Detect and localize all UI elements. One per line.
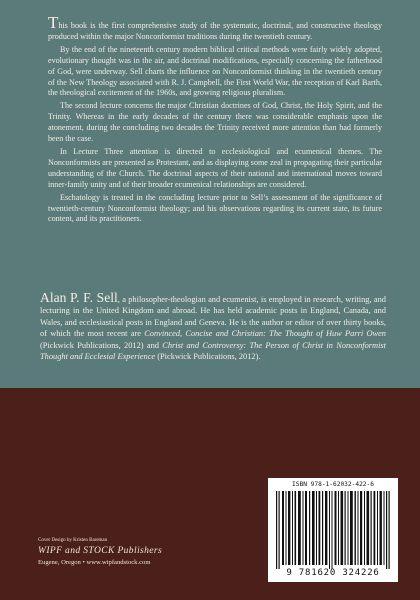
publisher-name: WIPF and STOCK Publishers <box>38 546 163 556</box>
barcode-bars <box>274 491 392 569</box>
description-paragraph-5: Eschatology is treated in the concluding lecture prior to Sell’s assessment of the significance of twentieth-century Nonconformist theology; and his observations regarding its current state, its future content, and its practitioners. <box>48 192 382 224</box>
author-bio-text-2: (Pickwick Publications, 2012) and <box>40 340 163 350</box>
isbn-barcode <box>268 478 398 582</box>
description-paragraph-4: In Lecture Three attention is directed to ecclesiological and ecumenical themes. The Nonconformists are presented as Protestant, and as displaying some zeal in propagating their particular understanding of the Church. The doctrinal aspects of their national and international moves toward inner-family unity and of their broader ecumenical relationships are considered. <box>48 146 382 189</box>
book-description <box>48 13 382 227</box>
drop-cap: T <box>48 13 59 32</box>
description-paragraph-3: The second lecture concerns the major Christian doctrines of God, Christ, the Holy Spirit, and the Trinity. Whereas in the early decades of the century there was considerable emphasis upon the atonement, during the concluding two decades the Trinity received more attention than had formerly been the case. <box>48 101 382 144</box>
author-bio-text-3: (Pickwick Publications, 2012). <box>155 352 261 362</box>
isbn-label: ISBN 978-1-62032-422-6 <box>292 481 374 488</box>
author-bio-text-1: , a philosopher-theologian and ecumenist, is employed in research, writing, and lecturing in the United Kingdom and abroad. He has held academic posts in England, Canada, and Wales, and ecclesiastical posts in England and Geneva. He is the author or editor of over thirty books, of which the most recent are <box>40 295 386 339</box>
publisher-credits <box>38 538 238 566</box>
description-paragraph-2: By the end of the nineteenth century modern biblical critical methods were fairly widely adopted, evolutionary thought was in the air, and doctrinal modifications, especially concerning the fatherhood of God, were underway. Sell charts the influence on Nonconformist thinking in the twentieth century of the New Theology associated with R. J. Campbell, the First World War, the reception of Karl Barth, the theological excitement of the 1960s, and growing religious pluralism. <box>48 44 382 98</box>
recent-book-1: Convinced, Concise and Christian: The Thought of Huw Parri Owen <box>144 329 386 339</box>
description-paragraph-1-text: his book is the first comprehensive study of the systematic, doctrinal, and constructive theology produced within the major Nonconformist traditions during the twentieth century. <box>48 21 382 41</box>
publisher-address: Eugene, Oregon • www.wipfandstock.com <box>38 559 151 566</box>
recent-book-2: Christ and Controversy: The Person of Christ in Nonconformist Thought and Ecclesial Experience <box>40 340 386 362</box>
author-bio <box>40 292 386 362</box>
description-paragraph-1 <box>48 13 382 43</box>
author-name: Alan P. F. Sell <box>40 290 118 305</box>
cover-design-credit: Cover Design by Kristen Bareman <box>38 538 108 543</box>
barcode-digits: 9 781620 324226 <box>286 568 380 578</box>
